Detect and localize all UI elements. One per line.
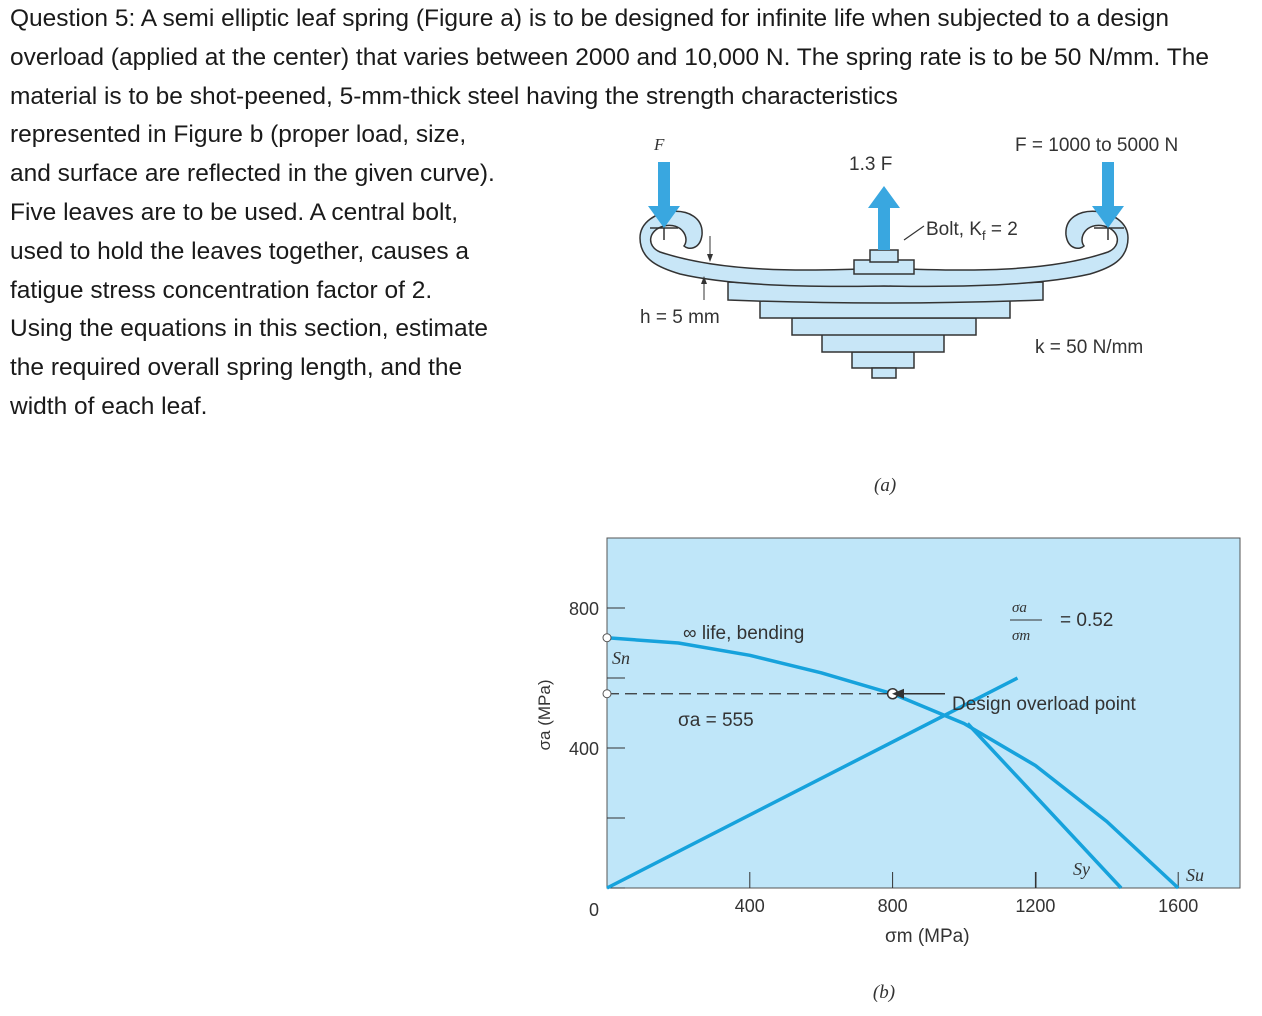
label-ratio: = 0.52 [1060, 610, 1114, 631]
y-tick-label: 400 [568, 739, 599, 759]
label-infinite-life: ∞ life, bending [683, 623, 805, 644]
label-ratio-num: σa [1012, 600, 1027, 616]
label-h: h = 5 mm [640, 307, 720, 328]
label-sigma-a: σa = 555 [678, 710, 754, 731]
x-axis-label: σm (MPa) [885, 926, 970, 947]
label-ratio-den: σm [1012, 628, 1031, 644]
sn-point [603, 634, 611, 642]
x-tick-label: 800 [877, 896, 908, 916]
x-tick-label: 400 [734, 896, 765, 916]
caption-b: (b) [872, 982, 896, 1003]
label-k: k = 50 N/mm [1035, 337, 1144, 358]
y-tick-label: 800 [568, 599, 599, 619]
label-bolt: Bolt, $K_f = 2$ [926, 219, 1018, 243]
caption-a: (a) [874, 475, 897, 496]
y-axis-label: σa (MPa) [535, 679, 554, 751]
label-Sy: Sy [1073, 859, 1090, 879]
label-design-overload: Design overload point [952, 694, 1136, 715]
label-center-load: 1.3 F [849, 154, 893, 175]
sigma-a-point [603, 690, 611, 698]
x-tick-label: 1600 [1158, 896, 1199, 916]
x-tick-label: 1200 [1015, 896, 1056, 916]
label-Sn: Sn [612, 648, 630, 668]
label-Su: Su [1186, 865, 1204, 885]
label-F-left: F [654, 135, 665, 154]
question-first-part: Question 5: A semi elliptic leaf spring (Figure a) is to be designed for infinite life when subjected to a design overload (applied at the center) that varies between 2000 and 10,000 N. The spring rate is to be 50 N/mm. The material is to be shot-peened, 5-mm-thick steel having the strength characteristics [10, 5, 1209, 110]
question-second-part: represented in Figure b (proper load, size, and surface are reflected in the given curve). Five leaves are to be used. A central bolt, used to hold the leaves together, causes a fatigue stress concentration factor of 2. Using the equations in this section, estimate the required overall spring length, and the width of each leaf. [10, 121, 495, 420]
label-F-range: F = 1000 to 5000 N [1015, 135, 1179, 156]
y-tick-label: 0 [588, 900, 599, 920]
